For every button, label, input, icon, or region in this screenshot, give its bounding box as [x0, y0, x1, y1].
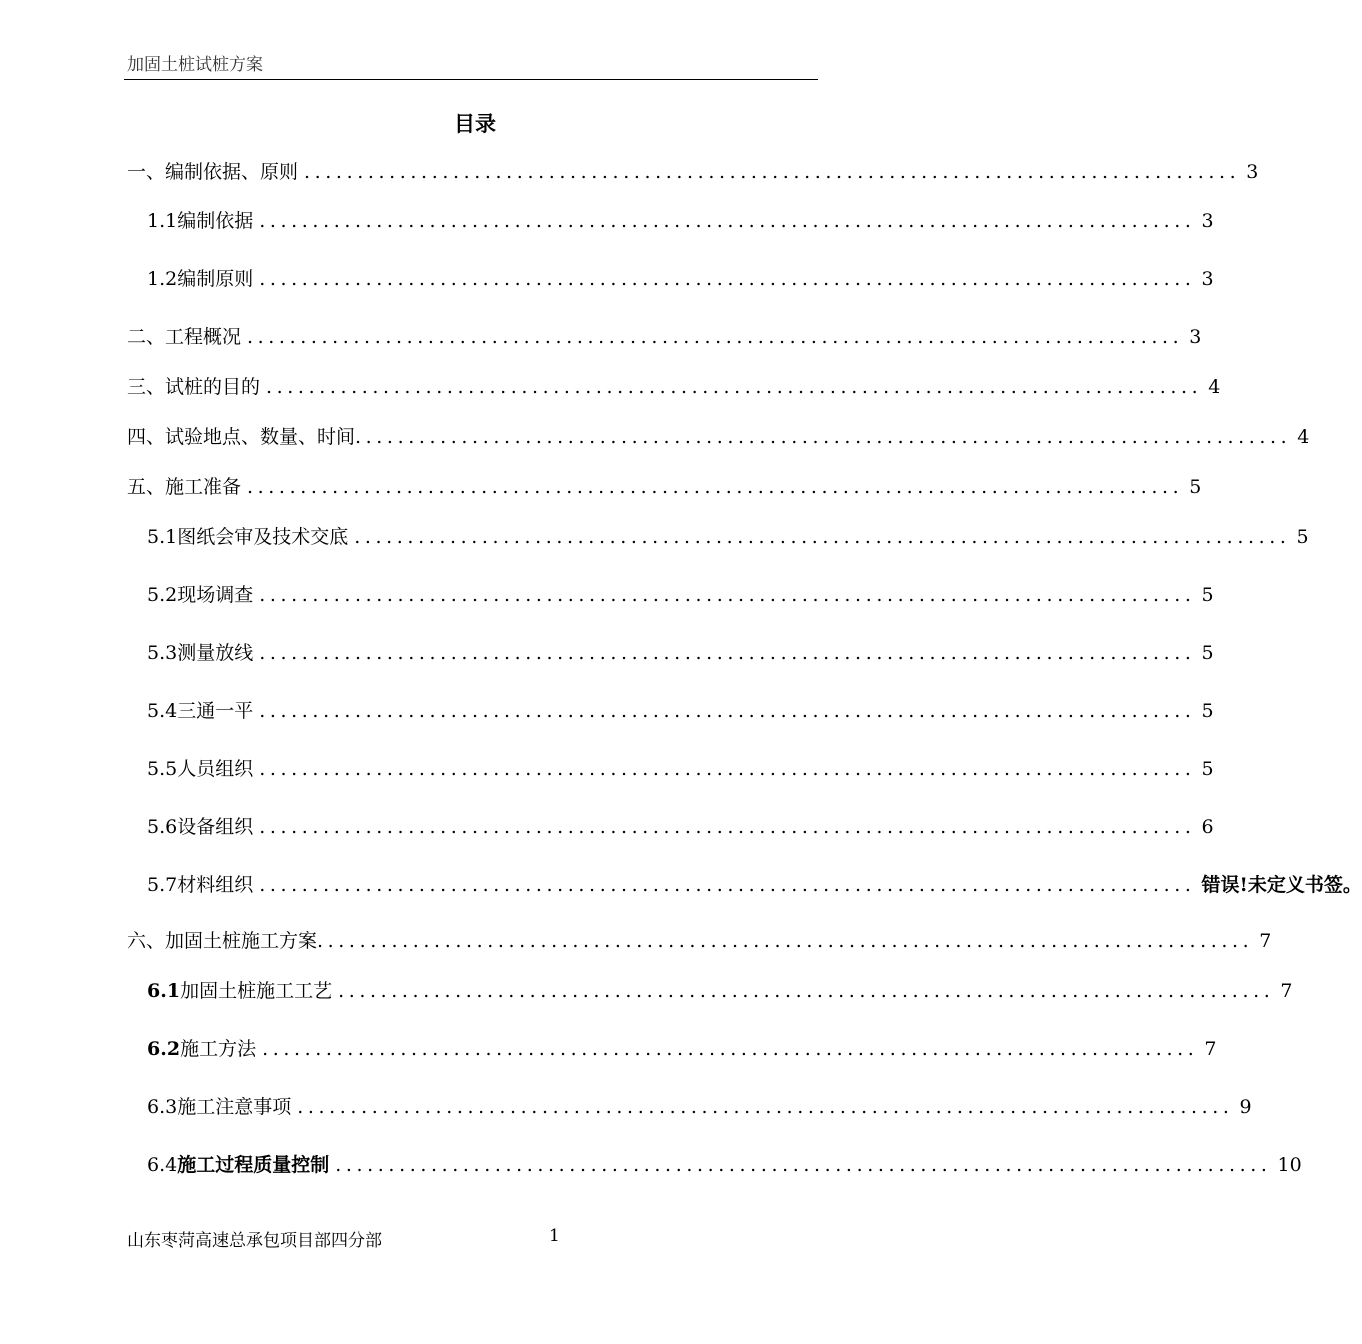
toc-entry-title: 编制依据 — [177, 210, 254, 232]
toc-entry-title: 施工方法 — [180, 1038, 257, 1060]
toc-leader: ........................................................................................ — [259, 816, 1196, 838]
toc-entry-title: 图纸会审及技术交底 — [177, 526, 349, 548]
toc-entry-number: 6.2 — [147, 1038, 181, 1060]
toc-entry-title: 施工过程质量控制 — [177, 1154, 330, 1176]
toc-entry-title: 三通一平 — [177, 700, 254, 722]
toc-entry-number: 6.1 — [147, 980, 181, 1002]
toc-entry-number: 6.3 — [147, 1096, 178, 1118]
toc-entry-title: 编制原则 — [177, 268, 254, 290]
toc-entry[interactable] — [147, 870, 1362, 900]
toc-leader: ........................................................................................ — [247, 326, 1184, 348]
toc-entry-title: 人员组织 — [177, 758, 254, 780]
toc-leader: ........................................................................................ — [262, 1038, 1199, 1060]
toc-entry-title: 现场调查 — [177, 584, 254, 606]
toc-page-number: 4 — [1297, 426, 1310, 448]
toc-entry[interactable] — [127, 926, 1272, 956]
toc-entry-number: 5.5 — [147, 758, 178, 780]
running-footer: 山东枣菏高速总承包项目部四分部 — [127, 1231, 382, 1251]
toc-entry[interactable] — [127, 372, 1221, 402]
toc-entry[interactable] — [147, 1150, 1302, 1180]
toc-leader: ........................................................................................ — [354, 526, 1291, 548]
toc-page-number: 5 — [1201, 700, 1214, 722]
toc-entry-number: 5.4 — [147, 700, 178, 722]
toc-leader: ........................................................................................ — [259, 874, 1196, 896]
toc-entry-number: 5.2 — [147, 584, 178, 606]
toc-entry[interactable] — [147, 754, 1214, 784]
toc-entry[interactable] — [127, 472, 1202, 502]
toc-entry[interactable] — [147, 812, 1214, 842]
toc-leader: ........................................................................................ — [297, 1096, 1234, 1118]
toc-page-error: 错误!未定义书签。 — [1201, 874, 1362, 896]
toc-entry-title: 施工注意事项 — [177, 1096, 292, 1118]
toc-entry[interactable] — [147, 264, 1214, 294]
toc-entry[interactable] — [127, 322, 1202, 352]
running-header: 加固土桩试桩方案 — [127, 55, 263, 75]
toc-entry-number: 5.7 — [147, 874, 178, 896]
toc-leader: ........................................................................................ — [259, 210, 1196, 232]
toc-entry-title: 二、工程概况 — [127, 326, 242, 348]
toc-entry[interactable] — [147, 1092, 1252, 1122]
toc-entry-title: 四、试验地点、数量、时间 — [127, 426, 356, 448]
toc-entry-title: 材料组织 — [177, 874, 254, 896]
toc-leader: ........................................................................................ — [259, 642, 1196, 664]
toc-entry-title: 六、加固土桩施工方案 — [127, 930, 318, 952]
toc-entry[interactable] — [127, 422, 1310, 452]
toc-leader: ........................................................................................ — [266, 376, 1203, 398]
toc-entry[interactable] — [147, 580, 1214, 610]
toc-entry-number: 5.3 — [147, 642, 178, 664]
toc-leader: ........................................................................................ — [247, 476, 1184, 498]
toc-entry[interactable] — [147, 206, 1214, 236]
toc-page-number: 3 — [1201, 268, 1214, 290]
toc-entry-number: 5.6 — [147, 816, 178, 838]
toc-page-number: 7 — [1280, 980, 1293, 1002]
toc-page-number: 10 — [1277, 1154, 1302, 1176]
toc-page-number: 3 — [1189, 326, 1202, 348]
header-rule — [124, 79, 818, 80]
toc-page-number: 9 — [1239, 1096, 1252, 1118]
toc-entry-title: 加固土桩施工工艺 — [180, 980, 333, 1002]
toc-entry[interactable] — [127, 157, 1259, 187]
toc-page-number: 4 — [1208, 376, 1221, 398]
toc-entry[interactable] — [147, 522, 1309, 552]
toc-entry-number: 5.1 — [147, 526, 178, 548]
toc-entry[interactable] — [147, 696, 1214, 726]
toc-entry-title: 一、编制依据、原则 — [127, 161, 299, 183]
toc-page-number: 5 — [1201, 758, 1214, 780]
toc-leader: ........................................................................................ — [355, 426, 1292, 448]
toc-entry[interactable] — [147, 1034, 1217, 1064]
toc-page-number: 5 — [1296, 526, 1309, 548]
toc-title: 目录 — [454, 111, 496, 136]
toc-entry-number: 1.1 — [147, 210, 178, 232]
toc-leader: ........................................................................................ — [304, 161, 1241, 183]
toc-leader: ........................................................................................ — [317, 930, 1254, 952]
toc-entry[interactable] — [147, 976, 1293, 1006]
toc-page-number: 7 — [1204, 1038, 1217, 1060]
toc-entry-title: 设备组织 — [177, 816, 254, 838]
toc-entry-number: 6.4 — [147, 1154, 178, 1176]
toc-leader: ........................................................................................ — [259, 700, 1196, 722]
toc-leader: ........................................................................................ — [338, 980, 1275, 1002]
toc-entry-number: 1.2 — [147, 268, 178, 290]
toc-entry[interactable] — [147, 638, 1214, 668]
toc-entry-title: 三、试桩的目的 — [127, 376, 261, 398]
toc-leader: ........................................................................................ — [335, 1154, 1272, 1176]
toc-page-number: 3 — [1246, 161, 1259, 183]
toc-leader: ........................................................................................ — [259, 758, 1196, 780]
page-number: 1 — [549, 1226, 560, 1246]
toc-page-number: 5 — [1201, 642, 1214, 664]
toc-page-number: 6 — [1201, 816, 1214, 838]
toc-leader: ........................................................................................ — [259, 268, 1196, 290]
toc-page-number: 7 — [1259, 930, 1272, 952]
toc-page-number: 5 — [1201, 584, 1214, 606]
toc-page-number: 3 — [1201, 210, 1214, 232]
toc-entry-title: 五、施工准备 — [127, 476, 242, 498]
toc-entry-title: 测量放线 — [177, 642, 254, 664]
toc-leader: ........................................................................................ — [259, 584, 1196, 606]
toc-page-number: 5 — [1189, 476, 1202, 498]
